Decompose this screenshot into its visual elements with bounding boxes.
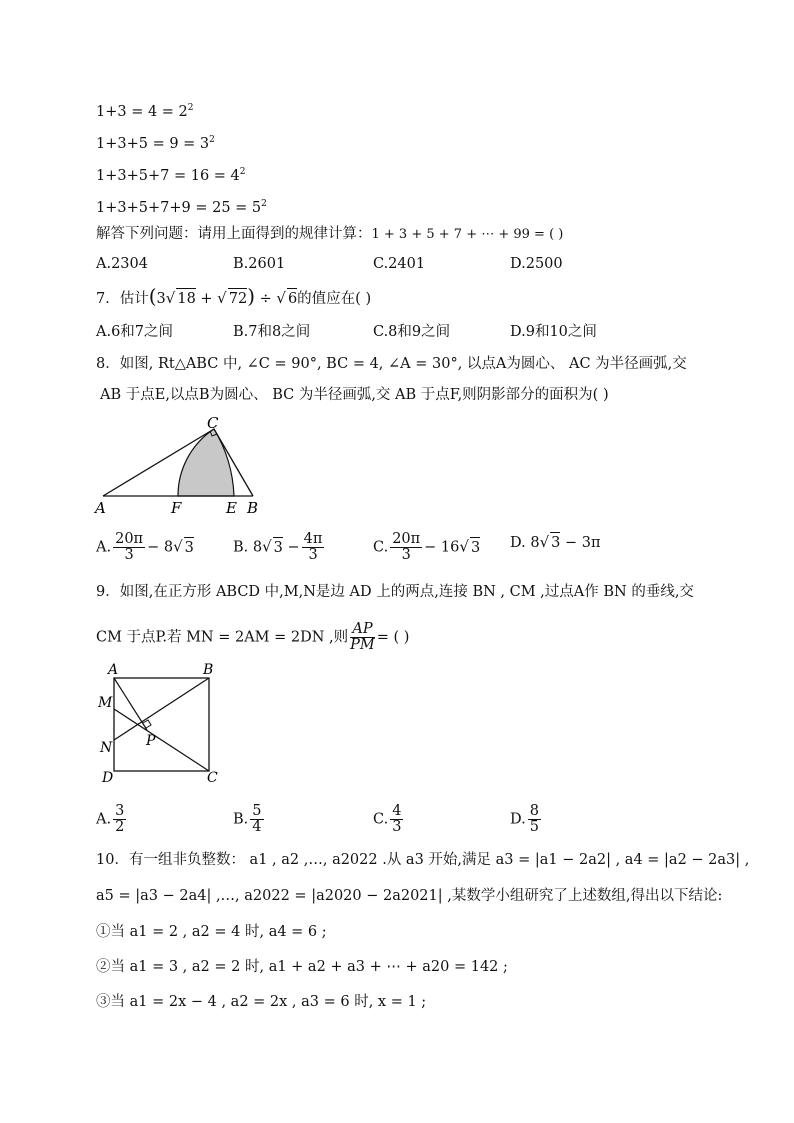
q8-label-f: F [171,499,182,517]
q9-line-2: CM 于点P.若 MN = 2AM = 2DN ,则 $\frac{AP}{PM}$ = ( ) [96,621,410,653]
q8-option-d[interactable]: D. 8√ 3 − 3π [510,533,601,551]
q9-line-1: 9．如图,在正方形 ABCD 中,M,N是边 AD 上的两点,连接 BN , CM ,过点A作 BN 的垂线,交 [96,584,694,600]
q9-label-n: N [100,740,113,756]
q10-line-2: a5 = |a3 − 2a4| ,…, a2022 = |a2020 − 2a2021| ,某数学小组研究了上述数组,得出以下结论: [96,888,723,904]
pattern-line-4: $1+3+5+7+9 = 25 = 5^2$ [96,199,267,216]
q8-option-a[interactable]: A. $\frac{20\pi}{3}$ − 8√ 3 [96,531,194,563]
pattern-line-2: $1+3+5 = 9 = 3^2$ [96,135,215,152]
q8-shaded-region [178,429,234,496]
q10-conclusion-2: ②当 a1 = 3 , a2 = 2 时, a1 + a2 + a3 + ⋯ + a20 = 142 ; [96,959,508,975]
pattern-line-1: $1+3 = 4 = 2^2$ [96,103,194,120]
q8-triangle-figure [92,414,272,518]
q8-label-b: B [247,499,259,517]
q10-conclusion-1: ①当 a1 = 2 , a2 = 4 时, a4 = 6 ; [96,924,327,940]
q9-option-a[interactable]: A. $\frac{3}{2}$ [96,803,125,835]
q8-option-c[interactable]: C. $\frac{20\pi}{3}$ − 16√ 3 [373,531,481,563]
q8-label-a: A [95,499,106,517]
q9-option-b[interactable]: B. $\frac{5}{4}$ [233,803,262,835]
q6-option-b[interactable]: B.2601 [233,256,286,272]
q9-label-c: C [207,770,218,786]
q9-option-c[interactable]: C. $\frac{4}{3}$ [373,803,402,835]
q7-option-d[interactable]: D.9和10之间 [510,324,597,340]
q7-option-b[interactable]: B.7和8之间 [233,324,311,340]
q6-option-d[interactable]: D.2500 [510,256,563,272]
pattern-line-3: $1+3+5+7 = 16 = 4^2$ [96,167,246,184]
q9-label-m: M [98,695,113,711]
q6-option-a[interactable]: A.2304 [96,256,148,272]
q8-label-e: E [226,499,237,517]
q8-label-c: C [207,414,219,432]
q9-option-d[interactable]: D. $\frac{8}{5}$ [510,803,539,835]
q9-label-a: A [108,662,119,678]
q8-line-1: 8．如图, Rt△ABC 中, ∠C = 90°, BC = 4, ∠A = 30°, 以点A为圆心、 AC 为半径画弧,交 [96,356,687,372]
q10-conclusion-3: ③当 a1 = 2x − 4 , a2 = 2x , a3 = 6 时, x = 1 ; [96,994,427,1010]
q7-stem: 7．估计(3√ 18 + √ 72) ÷ √ 6的值应在( ) [96,284,372,308]
q6-option-c[interactable]: C.2401 [373,256,426,272]
q9-label-p: P [146,733,156,749]
q9-label-d: D [102,770,114,786]
q7-option-c[interactable]: C.8和9之间 [373,324,451,340]
q8-line-2: AB 于点E,以点B为圆心、 BC 为半径画弧,交 AB 于点F,则阴影部分的面积为( ) [100,387,609,403]
q9-label-b: B [203,662,214,678]
q7-option-a[interactable]: A.6和7之间 [96,324,174,340]
q10-line-1: 10．有一组非负整数： a1 , a2 ,…, a2022 .从 a3 开始,满足 a3 = |a1 − 2a2| , a4 = |a2 − 2a3| , [96,852,750,868]
q9-square-figure [96,660,226,788]
q8-option-b[interactable]: B. 8√ 3 − $\frac{4\pi}{3}$ [233,531,323,563]
q6-stem: 解答下列问题：请用上面得到的规律计算：1 + 3 + 5 + 7 + ⋯ + 99 = ( ) [96,226,564,242]
